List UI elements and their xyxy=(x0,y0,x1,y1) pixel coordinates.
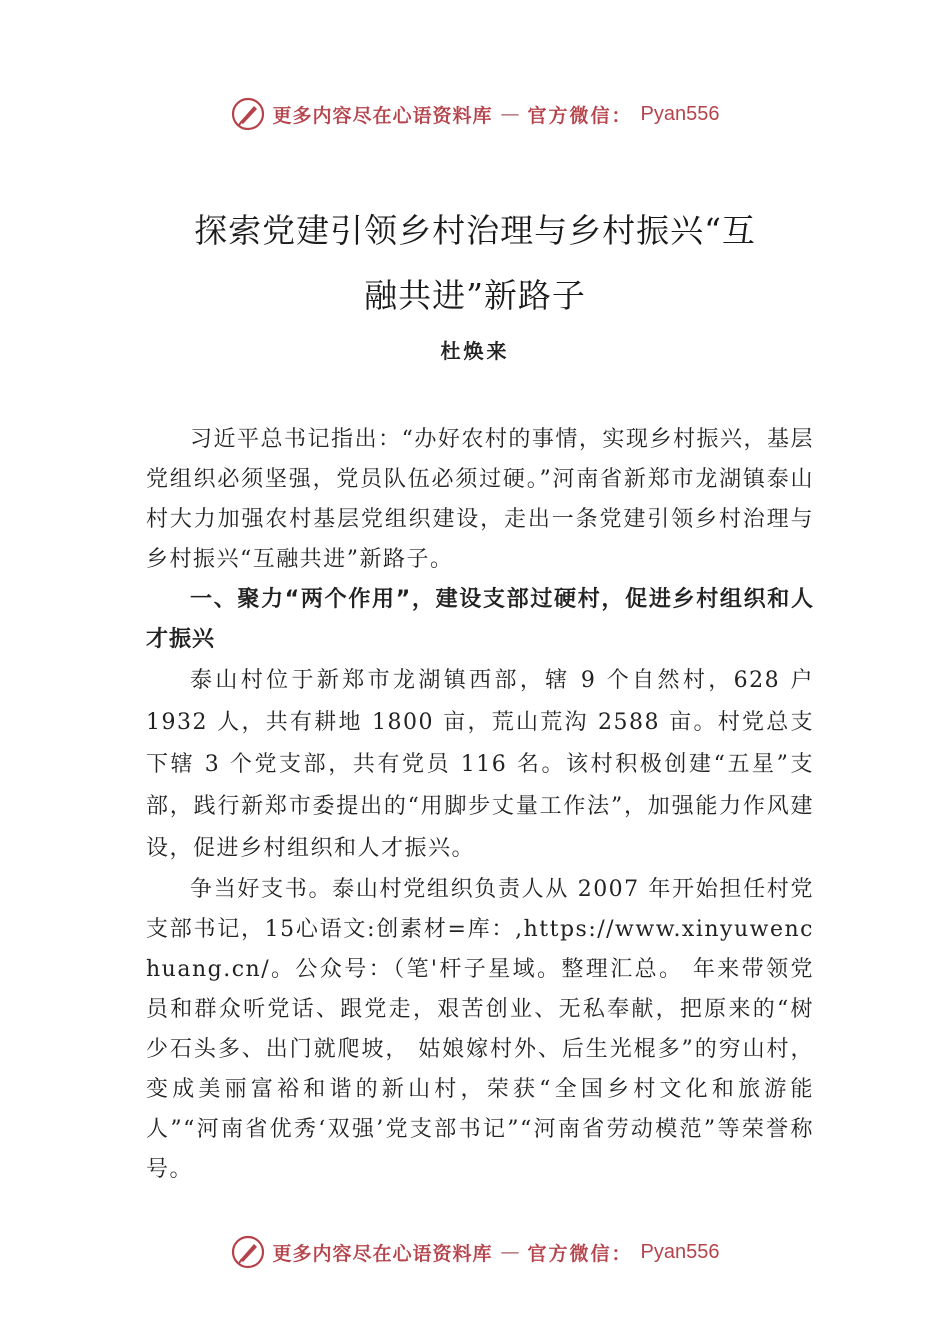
paragraph-party-secretary: 争当好支书。泰山村党组织负责人从 2007 年开始担任村党支部书记，15心语文:创素材=库：,https://www.xinyuwenchuang.cn/。公众号：（笔'杆子星域。整理汇总。 年来带领党员和群众听党话、跟党走，艰苦创业、无私奉献，把原来的“树少石头多、出门就爬坡， 姑娘嫁村外、后生光棍多”的穷山村，变成美丽富裕和谐的新山村，荣获“全国乡村文化和旅游能人”“河南省优秀‘双强’党支部书记”“河南省劳动模范”等荣誉称号。 xyxy=(146,877,814,1182)
section-heading-1: 一、聚力“两个作用”，建设支部过硬村，促进乡村组织和人才振兴 xyxy=(146,587,814,652)
article-body xyxy=(146,420,814,1190)
header-watermark xyxy=(0,94,950,134)
separator: — xyxy=(500,103,520,125)
wechat-handle: Pyan556 xyxy=(640,1240,720,1263)
quill-logo-icon xyxy=(231,97,265,131)
promo-text: 更多内容尽在心语资料库 xyxy=(272,104,493,127)
wechat-label: 官方微信： xyxy=(527,1242,633,1265)
wechat-label: 官方微信： xyxy=(527,104,633,127)
quill-logo-icon xyxy=(231,1235,265,1269)
author-name: 杜焕来 xyxy=(440,339,510,363)
footer-watermark xyxy=(0,1232,950,1272)
paragraph-intro: 习近平总书记指出：“办好农村的事情，实现乡村振兴，基层党组织必须坚强，党员队伍必须过硬。”河南省新郑市龙湖镇泰山村大力加强农村基层党组织建设，走出一条党建引领乡村治理与乡村振兴“互融共进”新路子。 xyxy=(146,427,814,572)
document-title-line2: 融共进”新路子 xyxy=(364,276,586,315)
document-title-line1: 探索党建引领乡村治理与乡村振兴“互 xyxy=(194,211,756,250)
promo-text: 更多内容尽在心语资料库 xyxy=(272,1242,493,1265)
paragraph-village-overview: 泰山村位于新郑市龙湖镇西部，辖 9 个自然村，628 户 1932 人，共有耕地 1800 亩，荒山荒沟 2588 亩。村党总支下辖 3 个党支部，共有党员 116 名。该村积极创建“五星”支部，践行新郑市委提出的“用脚步丈量工作法”，加强能力作风建设，促进乡村组织和人才振兴。 xyxy=(146,668,814,861)
wechat-handle: Pyan556 xyxy=(640,102,720,125)
separator: — xyxy=(500,1241,520,1263)
